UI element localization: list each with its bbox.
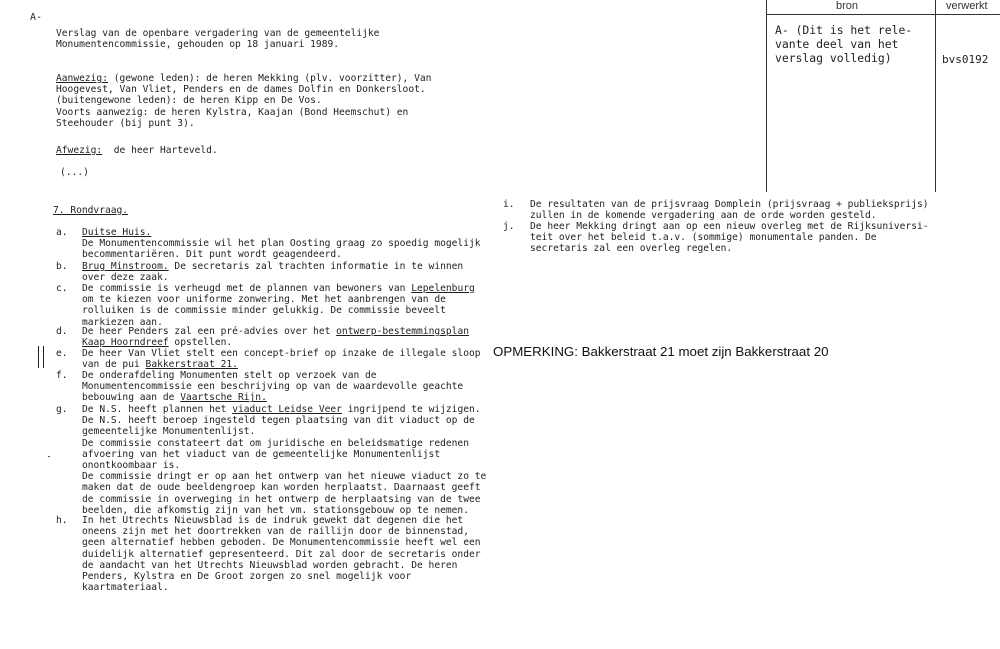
document-title: Verslag van de openbare vergadering van de gemeentelijke Monumentencommissie, gehouden op 18 januari 1989. bbox=[56, 28, 380, 51]
item-d-underlined-2: Kaap Hoorndreef bbox=[82, 337, 169, 349]
item-c bbox=[82, 283, 475, 328]
item-a-text: De Monumentencommissie wil het plan Oosting graag zo spoedig mogelijk becommentariëren. Dit punt wordt geagendeerd. bbox=[82, 238, 481, 261]
item-i: De resultaten van de prijsvraag Domplein (prijsvraag + publieksprijs) zullen in de komende vergadering aan de orde worden gesteld. bbox=[530, 199, 929, 222]
item-d bbox=[82, 326, 469, 348]
item-b-title: Brug Minstroom. bbox=[82, 261, 169, 272]
opmerking-note: OPMERKING: Bakkerstraat 21 moet zijn Bakkerstraat 20 bbox=[493, 344, 829, 359]
afwezig-text: de heer Harteveld. bbox=[102, 145, 218, 156]
item-b bbox=[82, 261, 463, 283]
ellipsis: (...) bbox=[60, 167, 89, 178]
item-b-text: over deze zaak. bbox=[82, 272, 169, 284]
item-b-line1: De secretaris zal trachten informatie in te winnen bbox=[168, 261, 464, 272]
item-g-line1: De N.S. heeft plannen het bbox=[82, 404, 233, 415]
corner-mark: A- bbox=[30, 12, 43, 23]
header-bron: bron bbox=[836, 0, 859, 12]
scan-speck bbox=[48, 456, 50, 457]
item-a bbox=[82, 227, 481, 261]
item-d-underlined-1: ontwerp-bestemmingsplan bbox=[336, 326, 470, 337]
item-label-i: i. bbox=[503, 199, 515, 210]
item-d-line2: opstellen. bbox=[168, 337, 233, 349]
aanwezig-text: (gewone leden): de heren Mekking (plv. voorzitter), Van Hoogevest, Van Vliet, Penders en de dames Dolfin en Donkersloot. (buitengewone leden): de heren Kipp en De Vos. Voorts aanwezig: de heren Kylstra, Kaajan (Bond Heemschut) en Steehouder (bij punt 3). bbox=[56, 73, 432, 129]
item-f bbox=[82, 370, 463, 404]
item-g-line1-rest: ingrijpend te wijzigen. bbox=[341, 404, 481, 415]
item-g-text: De N.S. heeft beroep ingesteld tegen plaatsing van dit viaduct op de gemeentelijke Monumentenlijst. De commissie constateert dat om juridische en beleidsmatige redenen afvoering van het viaduct van de gemeentelijke Monumentenlijst onontkoombaar is. De commissie dringt er op aan het ontwerp van het nieuwe viaduct zo te maken dat de oude beeldengroep kan worden herplaatst. Daarnaast geeft de commissie in overweging in het ontwerp de herplaatsing van de twee beelden, die afkomstig zijn van het vm. stationsgebouw op te nemen. bbox=[82, 415, 487, 516]
section-heading: 7. Rondvraag. bbox=[53, 205, 129, 216]
table-column-divider bbox=[935, 0, 936, 192]
header-verwerkt: verwerkt bbox=[946, 0, 988, 12]
item-e bbox=[82, 348, 481, 370]
item-f-underlined: Vaartsche Rijn. bbox=[180, 392, 267, 404]
item-e-line2: van de pui bbox=[82, 359, 146, 371]
item-label-g: g. bbox=[56, 404, 68, 415]
item-label-d: d. bbox=[56, 326, 68, 337]
item-c-underlined: Lepelenburg bbox=[411, 283, 475, 294]
item-d-line1: De heer Penders zal een pré-advies over het bbox=[82, 326, 337, 337]
item-c-text: om te kiezen voor uniforme zonwering. Met het aanbrengen van de rolluiken is de commissie minder gelukkig. De commissie beveelt markiezen aan. bbox=[82, 294, 446, 328]
margin-double-bar bbox=[38, 346, 44, 368]
item-label-b: b. bbox=[56, 261, 68, 272]
afwezig-block bbox=[56, 145, 218, 156]
item-h: In het Utrechts Nieuwsblad is de indruk gewekt dat degenen die het oneens zijn met het doortrekken van de raillijn door de binnenstad, geen alternatief hebben geboden. De Monumentencommissie heeft wel een duidelijk alternatief gepresenteerd. Dit zal door de secretaris onder de aandacht van het Utrechts Nieuwsblad worden gebracht. De heren Penders, Kylstra en De Groot zorgen zo snel mogelijk voor kaartmateriaal. bbox=[82, 515, 481, 594]
bron-note: A- (Dit is het rele- vante deel van het verslag volledig) bbox=[775, 23, 913, 65]
item-label-c: c. bbox=[56, 283, 68, 294]
item-label-h: h. bbox=[56, 515, 68, 526]
item-label-j: j. bbox=[503, 221, 515, 232]
item-c-line1: De commissie is verheugd met de plannen van bewoners van bbox=[82, 283, 412, 294]
item-a-title: Duitse Huis. bbox=[82, 227, 152, 238]
table-left-border bbox=[766, 0, 767, 192]
item-label-a: a. bbox=[56, 227, 68, 238]
item-g-underlined: viaduct Leidse Veer bbox=[232, 404, 342, 415]
item-e-line1: De heer Van Vliet stelt een concept-brief op inzake de illegale sloop bbox=[82, 348, 481, 359]
item-f-text: De onderafdeling Monumenten stelt op verzoek van de Monumentencommissie een beschrijving op van de waardevolle geachte bebouwing aan de bbox=[82, 370, 464, 404]
verwerkt-value: bvs0192 bbox=[942, 53, 989, 66]
aanwezig-block bbox=[56, 73, 431, 129]
item-e-underlined: Bakkerstraat 21. bbox=[145, 359, 238, 371]
item-j: De heer Mekking dringt aan op een nieuw overleg met de Rijksuniversi- teit over het beleid t.a.v. (sommige) monumentale panden. De secretaris zal een overleg regelen. bbox=[530, 221, 929, 255]
item-label-e: e. bbox=[56, 348, 68, 359]
afwezig-label: Afwezig: bbox=[56, 145, 103, 156]
aanwezig-label: Aanwezig: bbox=[56, 73, 108, 84]
item-g bbox=[82, 404, 486, 516]
table-header-rule bbox=[766, 14, 1000, 15]
item-label-f: f. bbox=[56, 370, 68, 381]
